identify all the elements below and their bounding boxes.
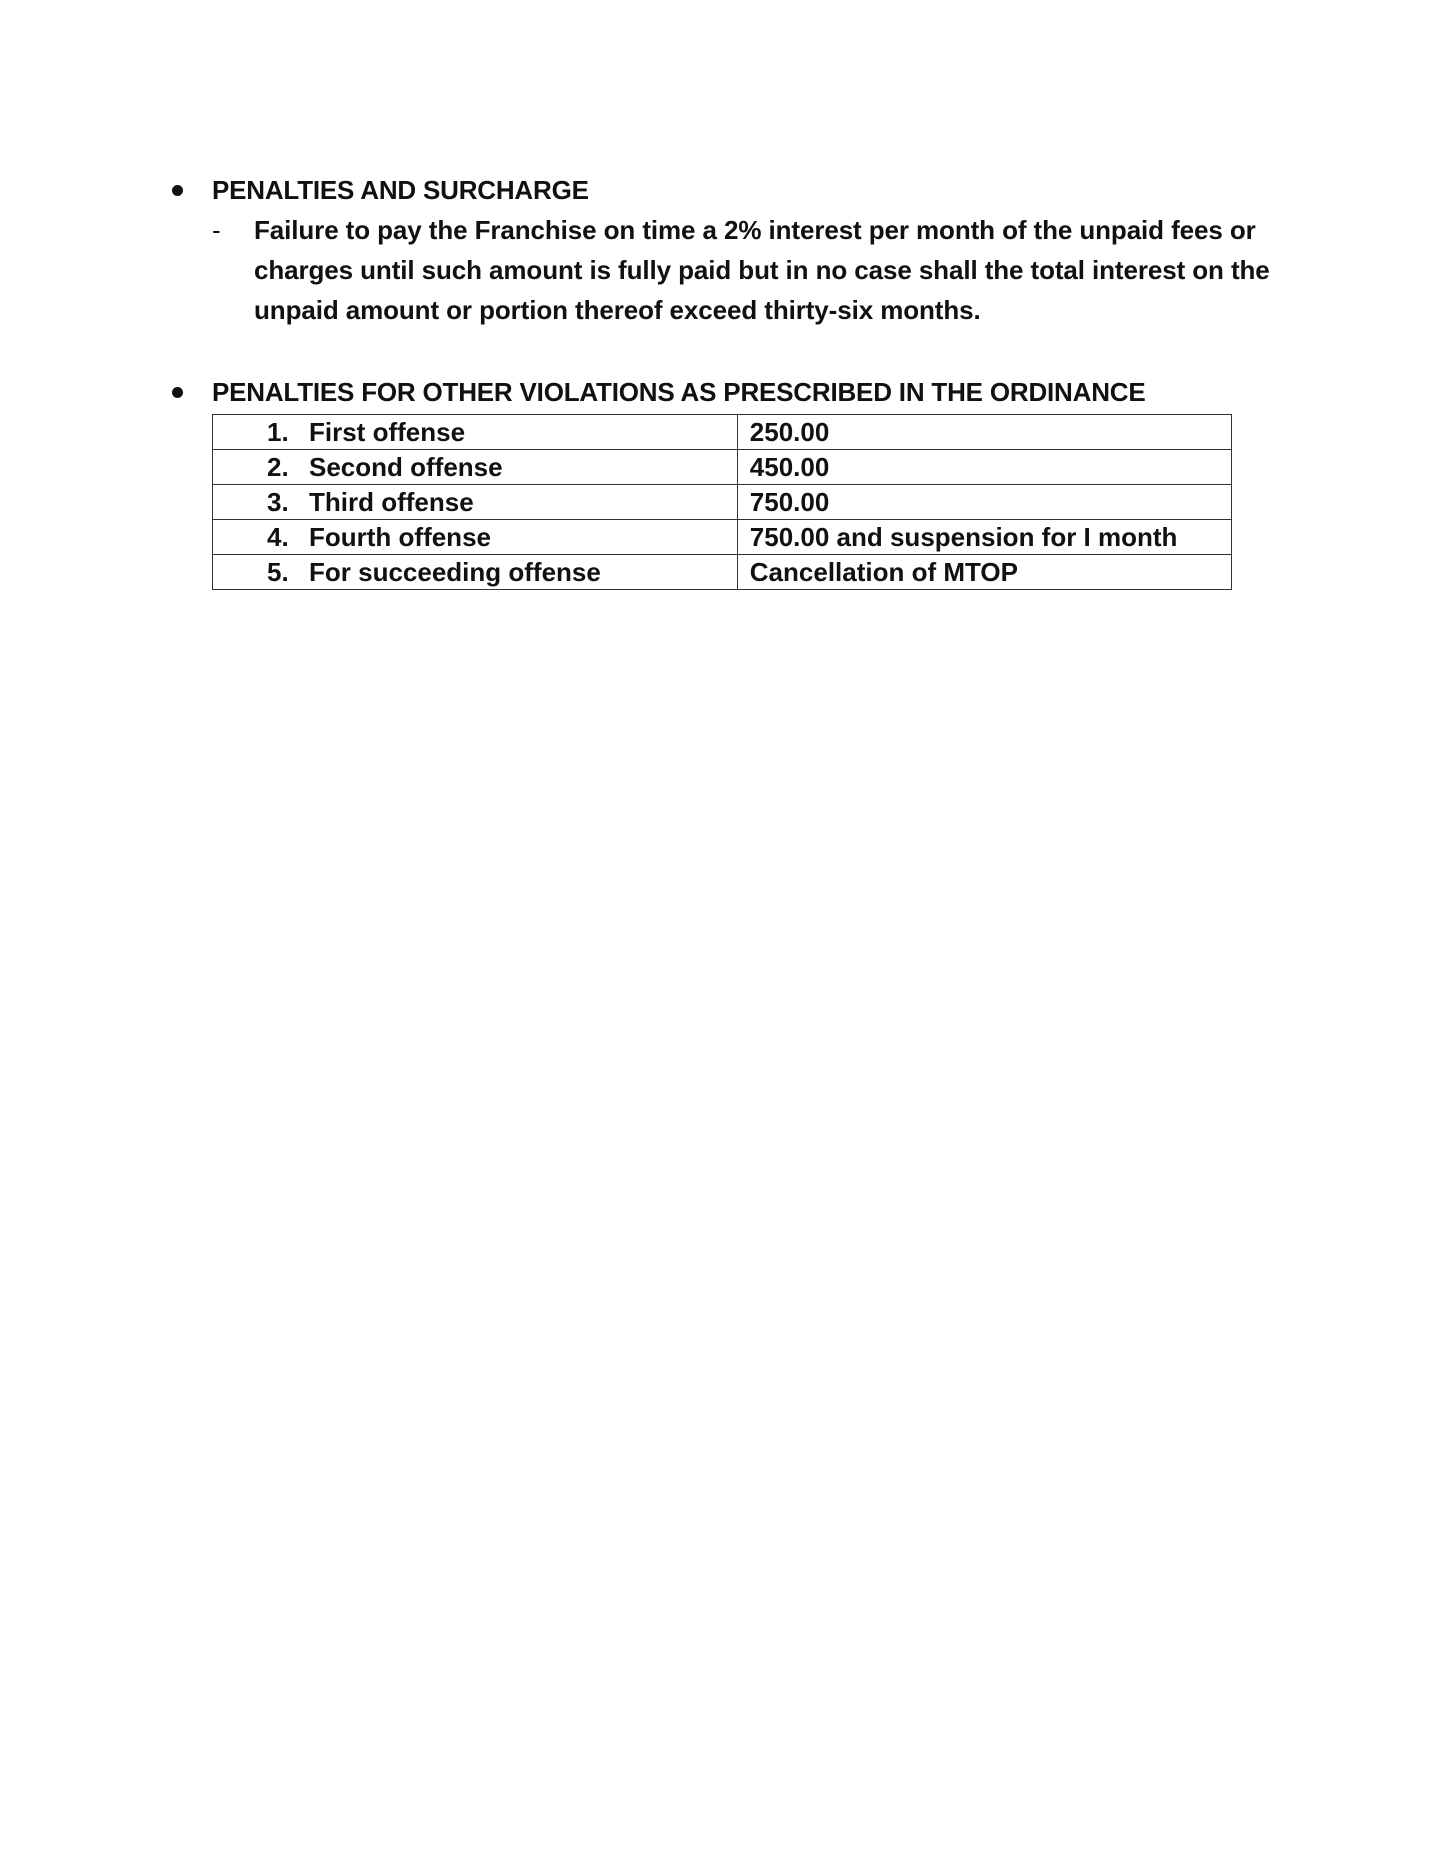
bullet-item xyxy=(168,372,1318,412)
penalty-cell: 750.00 xyxy=(737,485,1231,520)
penalty-cell: 450.00 xyxy=(737,450,1231,485)
row-number: 3. xyxy=(267,487,289,517)
row-number: 2. xyxy=(267,452,289,482)
offense-label: For succeeding offense xyxy=(309,557,601,587)
penalty-cell: Cancellation of MTOP xyxy=(737,555,1231,590)
sub-item xyxy=(212,210,1318,330)
offense-label: Fourth offense xyxy=(309,522,491,552)
row-number: 5. xyxy=(267,557,289,587)
dash-marker: - xyxy=(212,215,221,245)
table-row xyxy=(213,450,1232,485)
offense-cell xyxy=(213,450,738,485)
other-violations-section xyxy=(168,372,1318,590)
offense-label: Second offense xyxy=(309,452,503,482)
bullet-icon xyxy=(172,185,183,196)
section-heading: PENALTIES FOR OTHER VIOLATIONS AS PRESCRIBED IN THE ORDINANCE xyxy=(212,377,1146,407)
offense-label: First offense xyxy=(309,417,466,447)
surcharge-text: Failure to pay the Franchise on time a 2% interest per month of the unpaid fees or charges until such amount is fully paid but in no case shall the total interest on the unpaid amount or portion thereof exceed thirty-six months. xyxy=(254,215,1270,325)
table-row xyxy=(213,520,1232,555)
offense-cell xyxy=(213,555,738,590)
row-number: 4. xyxy=(267,522,289,552)
offense-cell xyxy=(213,520,738,555)
offense-cell xyxy=(213,415,738,450)
table-row xyxy=(213,555,1232,590)
table-row xyxy=(213,415,1232,450)
bullet-item xyxy=(168,170,1318,210)
offense-label: Third offense xyxy=(309,487,474,517)
penalty-cell: 250.00 xyxy=(737,415,1231,450)
bullet-icon xyxy=(172,387,183,398)
penalty-cell: 750.00 and suspension for I month xyxy=(737,520,1231,555)
table-row xyxy=(213,485,1232,520)
penalties-surcharge-section xyxy=(168,170,1318,330)
row-number: 1. xyxy=(267,417,289,447)
offense-cell xyxy=(213,485,738,520)
offense-penalty-table xyxy=(212,414,1232,590)
section-heading: PENALTIES AND SURCHARGE xyxy=(212,175,589,205)
